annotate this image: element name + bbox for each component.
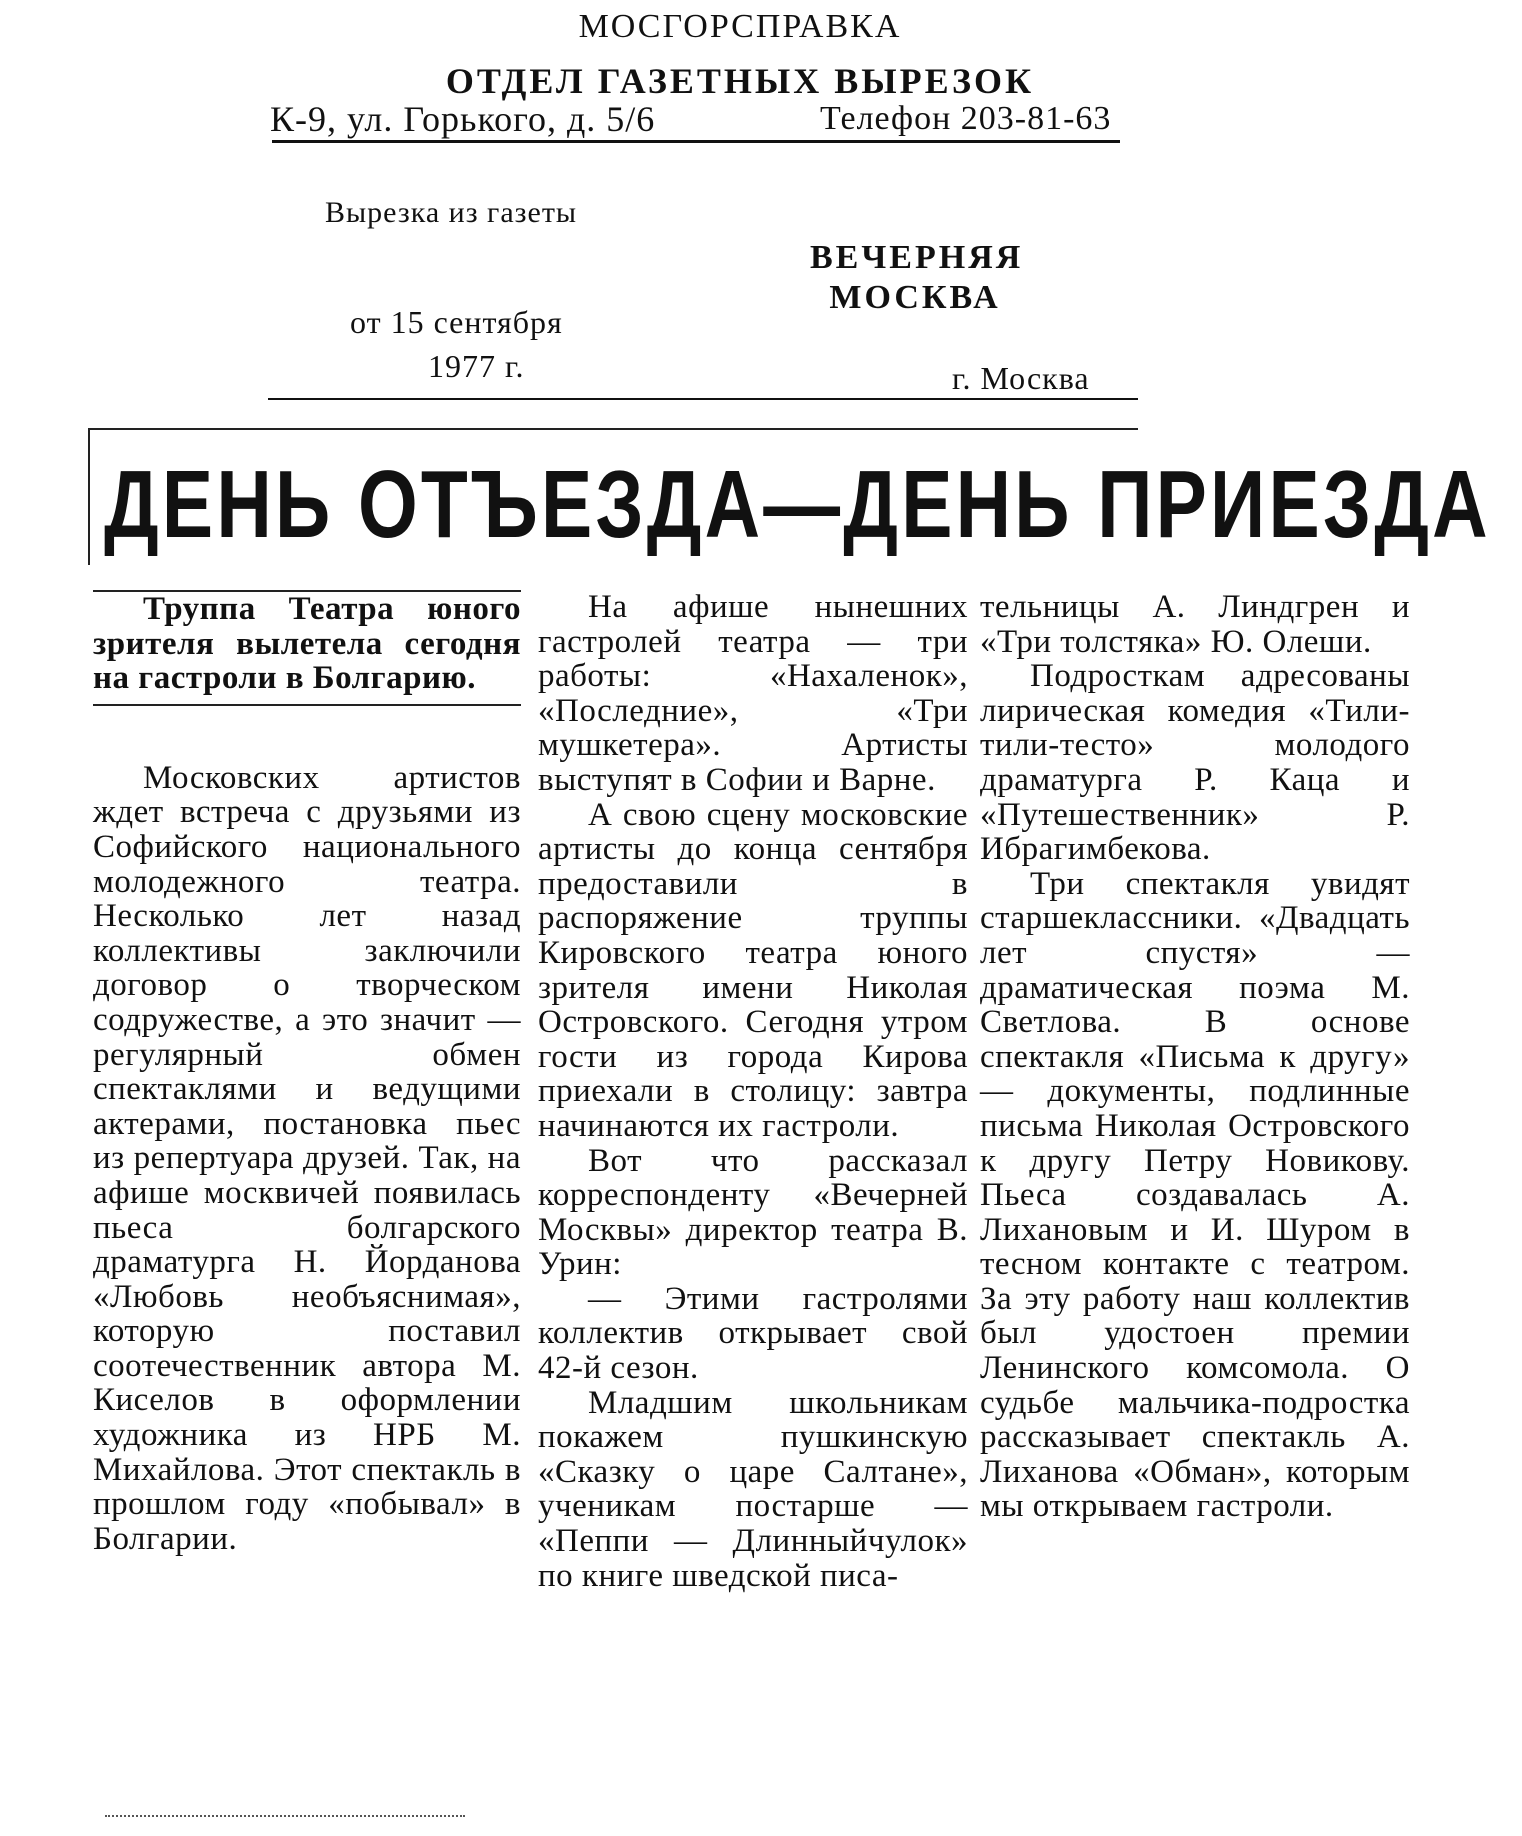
- header-rule: [272, 140, 1120, 143]
- column-2-paragraph: Вот что рассказал корреспонденту «Вечерней Москвы» директор театра В. Урин:: [538, 1142, 968, 1283]
- article-lead: Труппа Театра юного зрителя вылетела сегодня на гастроли в Болгарию.: [93, 590, 521, 706]
- address: К-9, ул. Горького, д. 5/6: [270, 99, 656, 139]
- article-title: ДЕНЬ ОТЪЕЗДА—ДЕНЬ ПРИЕЗДА: [104, 451, 1491, 558]
- article-column-1: [93, 590, 521, 1556]
- column-2-paragraph: Младшим школьникам покажем пушкинскую «Сказку о царе Салтане», ученикам постарше — «Пеппи — Длинныйчулок» по книге шведской писа-: [538, 1384, 968, 1594]
- phone-number: Телефон 203-81-63: [820, 100, 1112, 137]
- column-2-paragraph: — Этими гастролями коллектив открывает свой 42-й сезон.: [538, 1280, 968, 1387]
- article-frame-top: [88, 428, 1138, 430]
- column-3-paragraph: Подросткам адресованы лирическая комедия «Тили-тили-тесто» молодого драматурга Р. Каца и «Путешественник» Р. Ибрагимбекова.: [980, 658, 1410, 868]
- agency-name: МОСГОРСПРАВКА: [578, 8, 902, 45]
- column-3-paragraph: Три спектакля увидят старшеклассники. «Двадцать лет спустя» — драматическая поэма М. Светлова. В основе спектакля «Письма к другу» — документы, подлинные письма Николая Островского к другу Петру Новикову. Пьеса создавалась А. Лихановым и И. Шуром в тесном контакте с театром. За эту работу наш коллектив был удостоен премии Ленинского комсомола. О судьбе мальчика-подростка рассказывает спектакль А. Лиханова «Обман», которым мы открываем гастроли.: [980, 865, 1410, 1525]
- newspaper-name: ВЕЧЕРНЯЯ МОСКВА: [810, 239, 1024, 316]
- article-column-3: [980, 590, 1410, 1524]
- department-name: ОТДЕЛ ГАЗЕТНЫХ ВЫРЕЗОК: [445, 61, 1035, 101]
- column-3-paragraph: тельницы А. Линдгрен и «Три толстяка» Ю. Олеши.: [980, 589, 1410, 660]
- article-column-2: [538, 590, 968, 1593]
- column-2-paragraph: А свою сцену московские артисты до конца сентября предоставили в распоряжение труппы Кировского театра юного зрителя имени Николая Островского. Сегодня утром гости из города Кирова приехали в столицу: завтра начинаются их гастроли.: [538, 796, 968, 1144]
- clipping-date: от 15 сентября: [350, 304, 563, 340]
- clipping-year: 1977 г.: [428, 348, 525, 384]
- article-frame-left: [88, 430, 90, 565]
- bottom-dotted-line: [105, 1815, 465, 1817]
- clipping-city: г. Москва: [952, 360, 1090, 396]
- column-1-paragraph: Московских артистов ждет встреча с друзьями из Софийского национального молодежного театра. Несколько лет назад коллективы заключили договор о творческом содружестве, а это значит — регулярный обмен спектаклями и ведущими актерами, постановка пьес из репертуара друзей. Так, на афише москвичей появилась пьеса болгарского драматурга Н. Йорданова «Любовь необъяснимая», которую поставил соотечественник автора М. Киселов в оформлении художника из НРБ М. Михайлова. Этот спектакль в прошлом году «побывал» в Болгарии.: [93, 759, 521, 1557]
- clipping-label: Вырезка из газеты: [325, 196, 578, 229]
- column-2-paragraph: На афише нынешних гастролей театра — три работы: «Нахаленок», «Последние», «Три мушкетера». Артисты выступят в Софии и Варне.: [538, 589, 968, 798]
- clipping-rule: [268, 398, 1138, 400]
